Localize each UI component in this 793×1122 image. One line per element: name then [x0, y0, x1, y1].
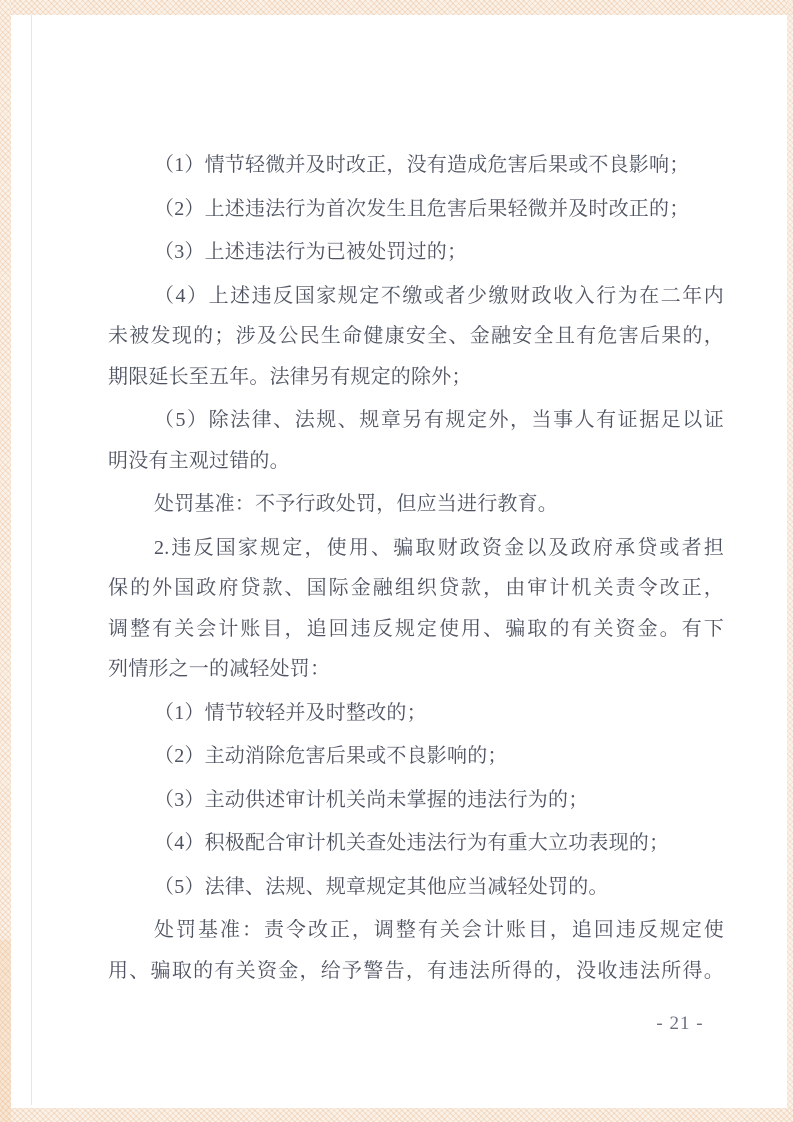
- text-line: （4）积极配合审计机关查处违法行为有重大立功表现的；: [154, 832, 670, 854]
- text-line: 明没有主观过错的。: [108, 449, 290, 472]
- text-line: （3）主动供述审计机关尚未掌握的违法行为的；: [154, 788, 589, 811]
- text-line: （5）法律、法规、规章规定其他应当减轻处罚的。: [154, 875, 609, 898]
- paragraph: [108, 528, 724, 690]
- scan-border-top: [0, 0, 793, 15]
- document-body: [108, 145, 724, 994]
- paragraph: [108, 276, 724, 398]
- text-line: 2.违反国家规定，使用、骗取财政资金以及政府承贷或者担: [154, 536, 724, 559]
- text-line: （2）上述违法行为首次发生且危害后果轻微并及时改正的；: [154, 197, 690, 220]
- text-line: 期限延长至五年。法律另有规定的除外；: [108, 365, 472, 388]
- text-line: （1）情节轻微并及时改正，没有造成危害后果或不良影响；: [154, 154, 690, 176]
- scan-border-right: [787, 0, 793, 1122]
- text-line: 保的外国政府贷款、国际金融组织贷款，由审计机关责令改正，: [108, 577, 724, 599]
- paragraph: [108, 232, 724, 273]
- scan-border-left-shade: [0, 940, 11, 1122]
- paragraph: [108, 736, 724, 777]
- text-line: （5）除法律、法规、规章另有规定外，当事人有证据足以证: [154, 409, 724, 431]
- paragraph: [108, 400, 724, 481]
- paragraph: [108, 189, 724, 230]
- text-line: 处罚基准：责令改正，调整有关会计账目，追回违反规定使: [154, 919, 724, 941]
- text-line: 用、骗取的有关资金，给予警告，有违法所得的，没收违法所得。: [108, 959, 724, 982]
- text-line: （3）上述违法行为已被处罚过的；: [154, 241, 468, 263]
- page-number: - 21 -: [656, 1013, 704, 1034]
- text-line: 处罚基准：不予行政处罚，但应当进行教育。: [154, 493, 558, 515]
- paragraph: [108, 693, 724, 734]
- paragraph: [108, 910, 724, 991]
- text-line: （1）情节较轻并及时整改的；: [154, 701, 427, 724]
- paragraph: [108, 484, 724, 525]
- paragraph: [108, 145, 724, 186]
- text-line: 调整有关会计账目，追回违反规定使用、骗取的有关资金。有下: [108, 617, 724, 640]
- paragraph: [108, 867, 724, 908]
- text-line: （4）上述违反国家规定不缴或者少缴财政收入行为在二年内: [154, 284, 724, 307]
- paragraph: [108, 823, 724, 864]
- paragraph: [108, 780, 724, 821]
- text-line: 列情形之一的减轻处罚：: [108, 658, 331, 680]
- text-line: 未被发现的；涉及公民生命健康安全、金融安全且有危害后果的，: [108, 325, 724, 347]
- paper-edge-line: [31, 15, 32, 1105]
- text-line: （2）主动消除危害后果或不良影响的；: [154, 745, 508, 767]
- scan-border-bottom: [0, 1108, 793, 1122]
